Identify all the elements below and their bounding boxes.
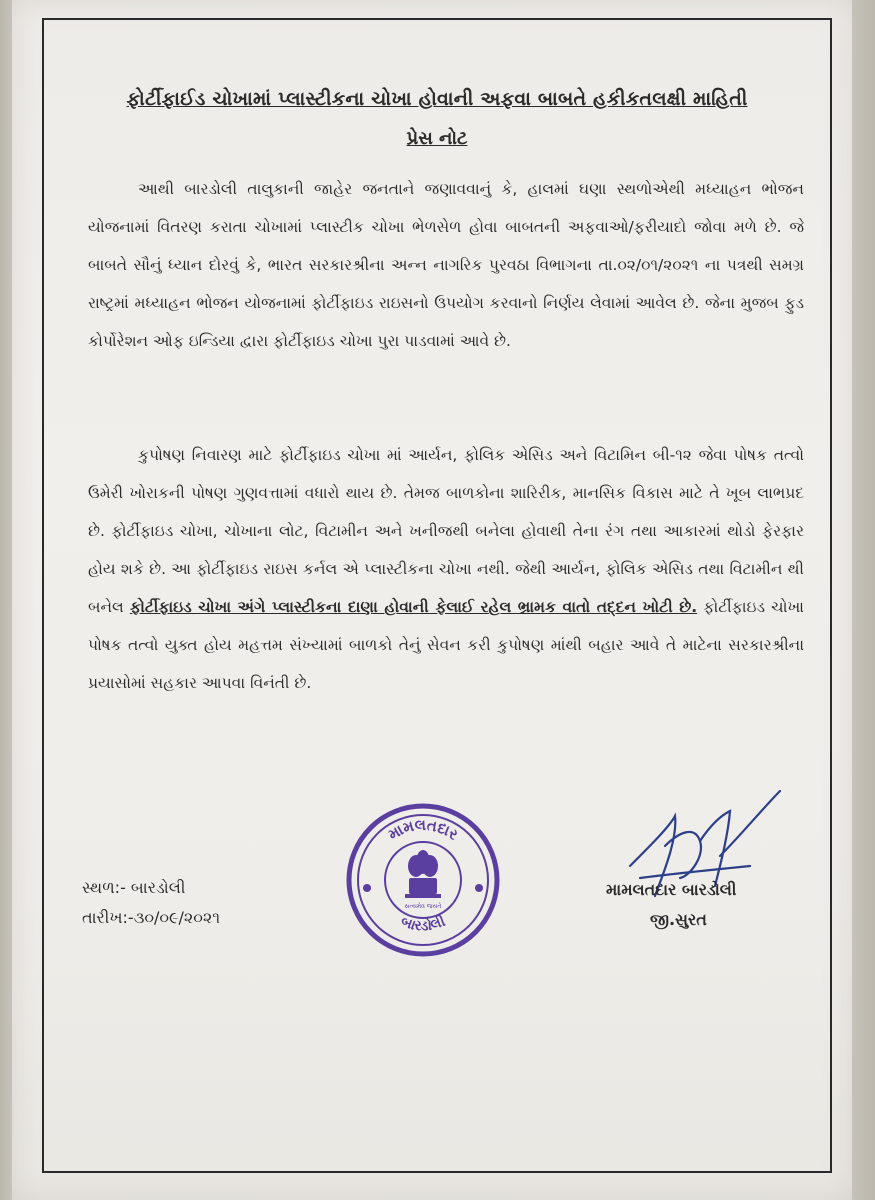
paragraph-1-text: આથી બારડોલી તાલુકાની જાહેર જનતાને જણાવવાનું કે, હાલમાં ઘણા સ્થળોએથી મધ્યાહન ભોજન યોજનામાં વિતરણ કરાતા ચોખામાં પ્લાસ્ટીક ચોખા ભેળસેળ હોવા બાબતની અફવાઓ/ફરીયાદો જોવા મળે છે. જે બાબતે સૌનું ધ્યાન દોરવું કે, ભારત સરકારશ્રીના અન્ન નાગરિક પુરવઠા વિભાગના તા.૦૨/૦૧/૨૦૨૧ ના પત્રથી સમગ્ર રાષ્ટ્રમાં મધ્યાહન ભોજન યોજનામાં ફોર્ટીફાઇડ રાઇસનો ઉપયોગ કરવાનો નિર્ણય લેવામાં આવેલ છે. જેના મુજબ ફુડ કોર્પોરેશન ઓફ ઇન્ડિયા દ્વારા ફોર્ટીફાઇડ ચોખા પુરા પાડવામાં આવે છે. — [88, 180, 804, 350]
seal-flower-icon-left — [363, 884, 371, 892]
date-label: તારીખ:-૩૦/૦૯/૨૦૨૧ — [82, 908, 221, 927]
paragraph-2 — [88, 436, 804, 702]
seal-text-bottom: બારડોલી — [398, 913, 448, 935]
paragraph-1 — [88, 170, 804, 360]
signatory-title: મામલતદાર બારડોલી — [606, 880, 737, 899]
paragraph-2-text-a: કુપોષણ નિવારણ માટે ફોર્ટીફાઇડ ચોખા માં આર્યન, ફોલિક એસિડ અને વિટામિન બી-૧૨ જેવા પોષક તત્વો ઉમેરી ખોરાકની પોષણ ગુણવત્તામાં વધારો થાય છે. તેમજ બાળકોના શારિરીક, માનસિક વિકાસ માટે તે ખૂબ લાભપ્રદ છે. ફોર્ટીફાઇડ ચોખા, ચોખાના લોટ, વિટામીન અને ખનીજથી બનેલા હોવાથી તેના રંગ તથા આકારમાં થોડો ફેરફાર હોય શકે છે. આ ફોર્ટીફાઇડ રાઇસ કર્નલ એ પ્લાસ્ટીકના ચોખા નથી. જેથી આર્યન, ફોલિક એસિડ તથા વિટામીન થી બનેલ — [88, 446, 804, 616]
seal-motto: સત્યમેવ જયતે — [404, 903, 442, 910]
official-seal-stamp — [343, 800, 503, 960]
document-subtitle: પ્રેસ નોટ — [406, 128, 468, 149]
paragraph-2-emphasis: ફોર્ટીફાઇડ ચોખા અંગે પ્લાસ્ટીકના દાણા હોવાની ફેલાઈ રહેલ ભ્રામક વાતો તદ્દન ખોટી છે. — [129, 598, 698, 616]
signatory-district: જી.સુરત — [650, 910, 707, 929]
paragraph-2-text-b: ફોર્ટીફાઇડ ચોખા પોષક તત્વો યુક્ત હોય મહત્તમ સંખ્યામાં બાળકો તેનું સેવન કરી કુપોષણ માંથી બહાર આવે તે માટેના સરકારશ્રીના પ્રયાસોમાં સહકાર આપવા વિનંતી છે. — [88, 598, 804, 692]
seal-flower-icon-right — [475, 884, 483, 892]
place-label: સ્થળ:- બારડોલી — [82, 878, 186, 897]
ashoka-emblem-icon — [405, 850, 441, 898]
document-title: ફોર્ટીફાઈડ ચોખામાં પ્લાસ્ટીકના ચોખા હોવાની અફવા બાબતે હકીકતલક્ષી માહિતી — [126, 88, 748, 110]
seal-text-top: મામલતદાર — [385, 815, 462, 844]
